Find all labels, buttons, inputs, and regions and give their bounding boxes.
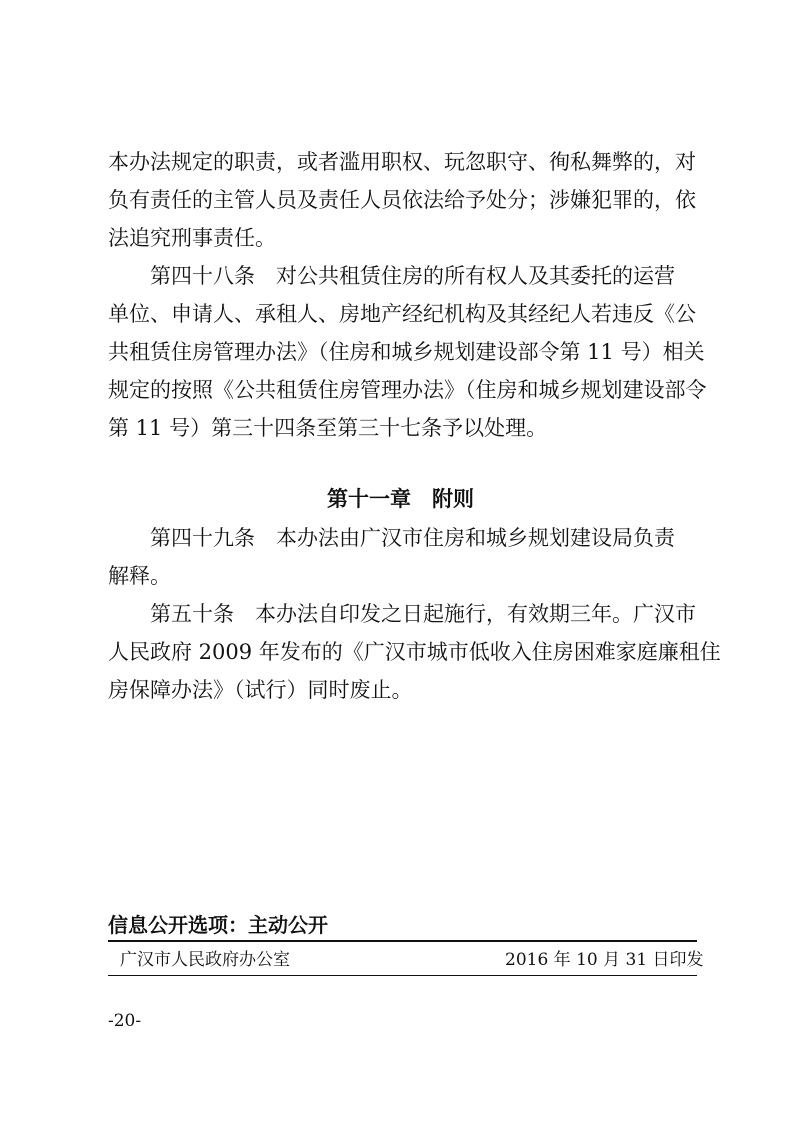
article-48-line: 第四十八条 对公共租赁住房的所有权人及其委托的运营 — [150, 264, 675, 288]
article-50-line: 第五十条 本办法自印发之日起施行，有效期三年。广汉市 — [150, 602, 696, 626]
body-line: 负有责任的主管人员及责任人员依法给予处分；涉嫌犯罪的，依 — [108, 188, 696, 212]
body-line: 第 11 号）第三十四条至第三十七条予以处理。 — [108, 416, 548, 440]
disclosure-option: 信息公开选项：主动公开 — [108, 913, 328, 937]
body-line: 共租赁住房管理办法》（住房和城乡规划建设部令第 11 号）相关 — [108, 340, 705, 364]
body-line: 规定的按照《公共租赁住房管理办法》（住房和城乡规划建设部令 — [108, 378, 707, 402]
footer-top-rule — [108, 940, 697, 942]
issuer: 广汉市人民政府办公室 — [120, 950, 290, 970]
print-date: 2016 年 10 月 31 日印发 — [505, 950, 704, 970]
body-line: 房保障办法》（试行）同时废止。 — [108, 678, 413, 702]
body-line: 本办法规定的职责，或者滥用职权、玩忽职守、徇私舞弊的，对 — [108, 150, 696, 174]
article-49-line: 第四十九条 本办法由广汉市住房和城乡规划建设局负责 — [150, 526, 675, 550]
body-line: 单位、申请人、承租人、房地产经纪机构及其经纪人若违反《公 — [108, 302, 696, 326]
body-line: 解释。 — [108, 564, 171, 588]
footer-bottom-rule — [108, 975, 697, 976]
page-number: -20- — [108, 1011, 142, 1031]
body-line: 人民政府 2009 年发布的《广汉市城市低收入住房困难家庭廉租住 — [108, 640, 721, 664]
chapter-title: 第十一章 附则 — [327, 487, 474, 511]
body-line: 法追究刑事责任。 — [108, 226, 276, 250]
